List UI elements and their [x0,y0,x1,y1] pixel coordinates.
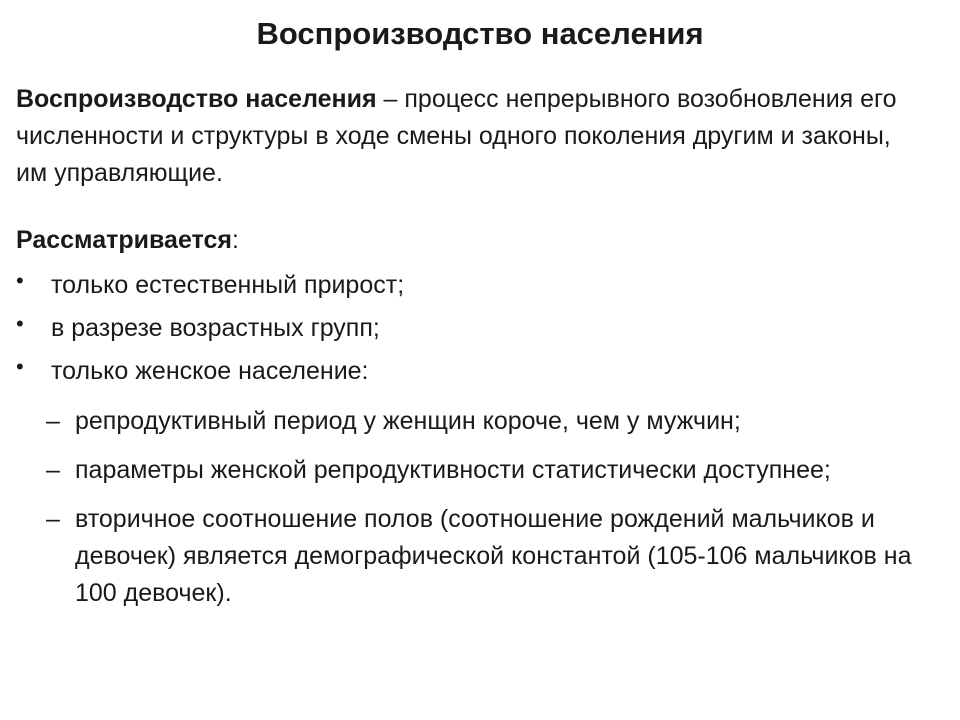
bullet-icon: • [16,311,24,336]
dash-text: вторичное соотношение полов (соотношение рождений мальчиков и девочек) является демографической константой (105-106 мальчиков на 100 девочек). [75,505,912,607]
dash-icon: – [46,505,60,533]
bullet-text: только естественный прирост; [51,271,405,299]
bullet-icon: • [16,268,24,293]
dash-text: репродуктивный период у женщин короче, чем у мужчин; [75,407,741,435]
dash-text: параметры женской репродуктивности статистически доступнее; [75,456,831,484]
bullet-icon: • [16,354,24,379]
dash-icon: – [46,407,60,435]
list-item [16,310,404,353]
bullet-text: только женское население: [51,357,369,385]
list-item [46,501,935,612]
definition-paragraph [16,81,916,192]
list-item [46,403,946,440]
dash-icon: – [46,456,60,484]
list-item [16,353,404,396]
slide-title: Воспроизводство населения [256,16,704,51]
bullet-text: в разрезе возрастных групп; [51,314,380,342]
considered-heading [16,222,239,258]
definition-term: Воспроизводство населения [16,85,377,113]
list-item [46,452,875,489]
dash-list [46,403,946,624]
list-item [16,267,404,310]
considered-colon: : [231,226,239,254]
bullet-list [16,267,404,396]
considered-label: Рассматривается [16,226,232,254]
definition-text: – процесс непрерывного возобновления его численности и структуры в ходе смены одного поколения другим и законы, им управляющие. [16,85,897,187]
